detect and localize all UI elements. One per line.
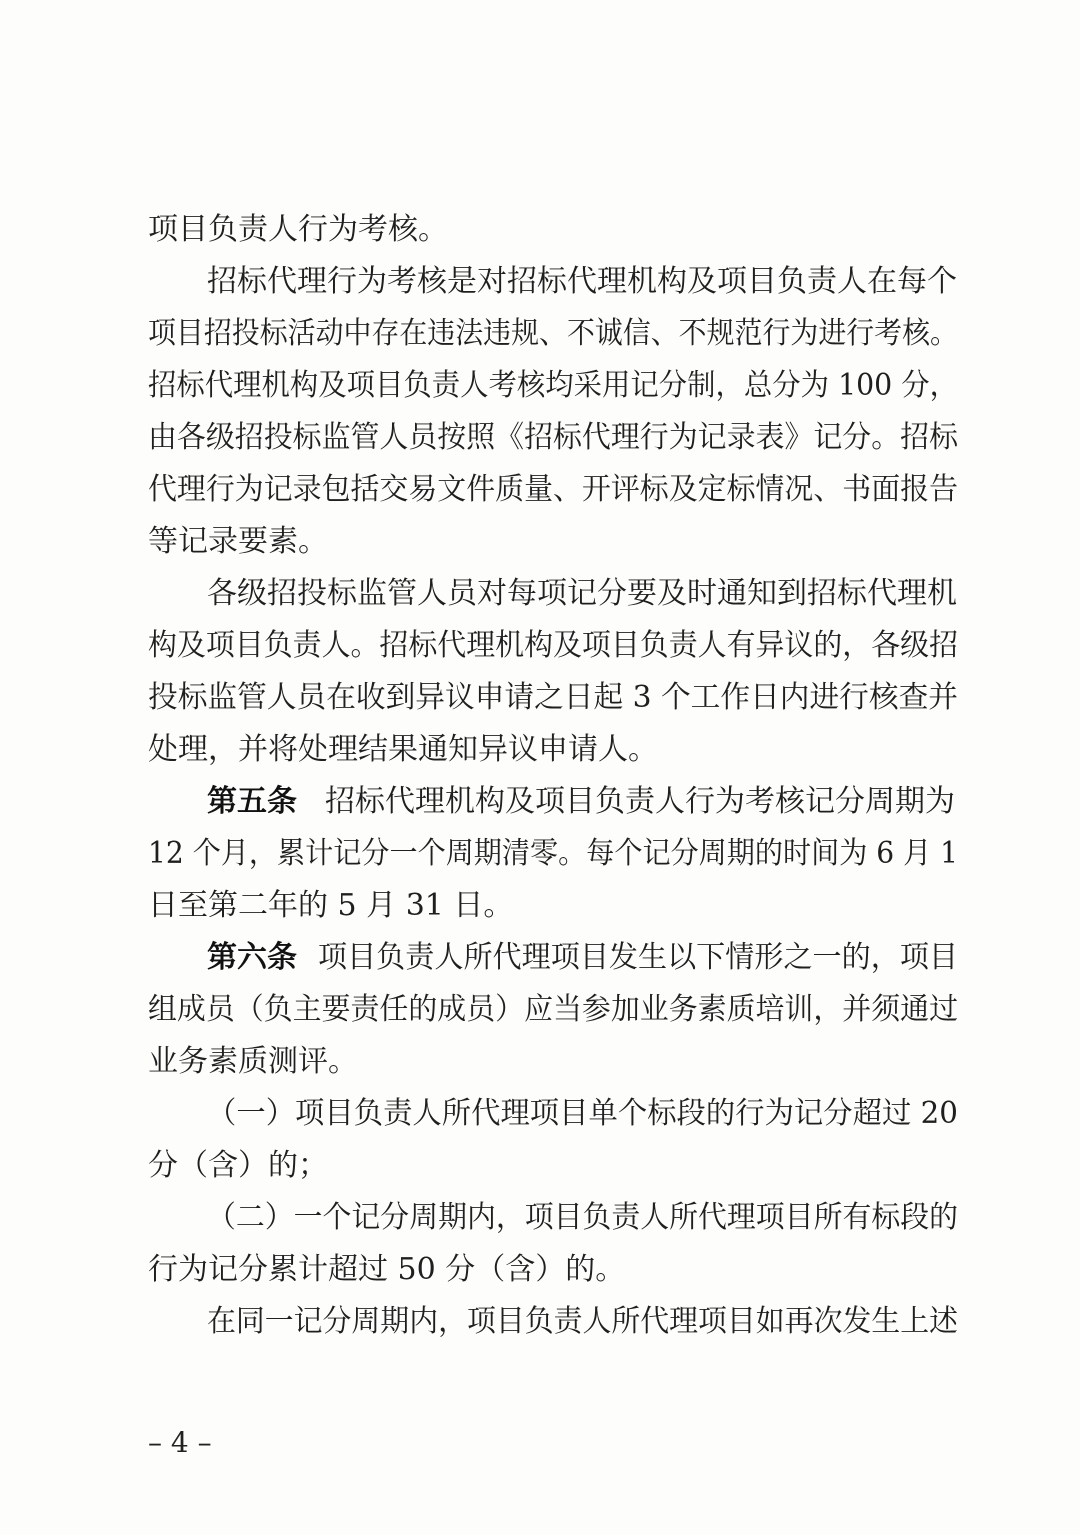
text-line (0, 518, 1080, 566)
article-heading: 第六条 (207, 940, 297, 975)
text-line (0, 206, 1080, 254)
line-text: （二）一个记分周期内，项目负责人所代理项目所有标段的 (207, 1200, 958, 1235)
line-text: 项目招投标活动中存在违法违规、不诚信、不规范行为进行考核。 (148, 316, 958, 351)
line-text: 分（含）的； (148, 1148, 328, 1183)
line-text: 项目负责人所代理项目发生以下情形之一的，项目 (318, 940, 959, 975)
text-line (0, 934, 1080, 982)
text-line (0, 1246, 1080, 1294)
text-line (0, 1142, 1080, 1190)
line-text: 处理，并将处理结果通知异议申请人。 (148, 732, 658, 767)
page-number: – 4 – (148, 1426, 212, 1459)
line-text: 12 个月，累计记分一个周期清零。每个记分周期的时间为 6 月 1 (148, 836, 959, 871)
line-text: 行为记分累计超过 50 分（含）的。 (148, 1252, 626, 1287)
line-text: （一）项目负责人所代理项目单个标段的行为记分超过 20 (207, 1096, 958, 1131)
text-line (0, 258, 1080, 306)
text-line (0, 1194, 1080, 1242)
text-line (0, 362, 1080, 410)
line-text: 代理行为记录包括交易文件质量、开评标及定标情况、书面报告 (148, 472, 959, 507)
text-line (0, 726, 1080, 774)
text-line (0, 674, 1080, 722)
line-text: 组成员（负主要责任的成员）应当参加业务素质培训，并须通过 (148, 992, 959, 1027)
text-line (0, 830, 1080, 878)
line-text: 招标代理机构及项目负责人行为考核记分周期为 (325, 784, 955, 819)
article-heading: 第五条 (207, 784, 297, 819)
text-line (0, 414, 1080, 462)
text-line (0, 622, 1080, 670)
line-text: 各级招投标监管人员对每项记分要及时通知到招标代理机 (207, 576, 957, 611)
text-line (0, 1038, 1080, 1086)
line-text: 项目负责人行为考核。 (148, 212, 448, 247)
line-text: 等记录要素。 (148, 524, 328, 559)
line-text: 日至第二年的 5 月 31 日。 (148, 888, 514, 923)
text-line (0, 882, 1080, 930)
text-line (0, 986, 1080, 1034)
text-line (0, 466, 1080, 514)
text-line (0, 778, 1080, 826)
line-text: 招标代理机构及项目负责人考核均采用记分制，总分为 100 分， (148, 368, 959, 403)
line-text: 招标代理行为考核是对招标代理机构及项目负责人在每个 (207, 264, 957, 299)
line-text: 在同一记分周期内，项目负责人所代理项目如再次发生上述 (207, 1304, 958, 1339)
line-text: 业务素质测评。 (148, 1044, 358, 1079)
text-line (0, 570, 1080, 618)
text-line (0, 1298, 1080, 1346)
line-text: 构及项目负责人。招标代理机构及项目负责人有异议的，各级招 (148, 628, 959, 663)
text-line (0, 1090, 1080, 1138)
text-line (0, 310, 1080, 358)
line-text: 投标监管人员在收到异议申请之日起 3 个工作日内进行核查并 (148, 680, 958, 715)
line-text: 由各级招投标监管人员按照《招标代理行为记录表》记分。招标 (148, 420, 959, 455)
